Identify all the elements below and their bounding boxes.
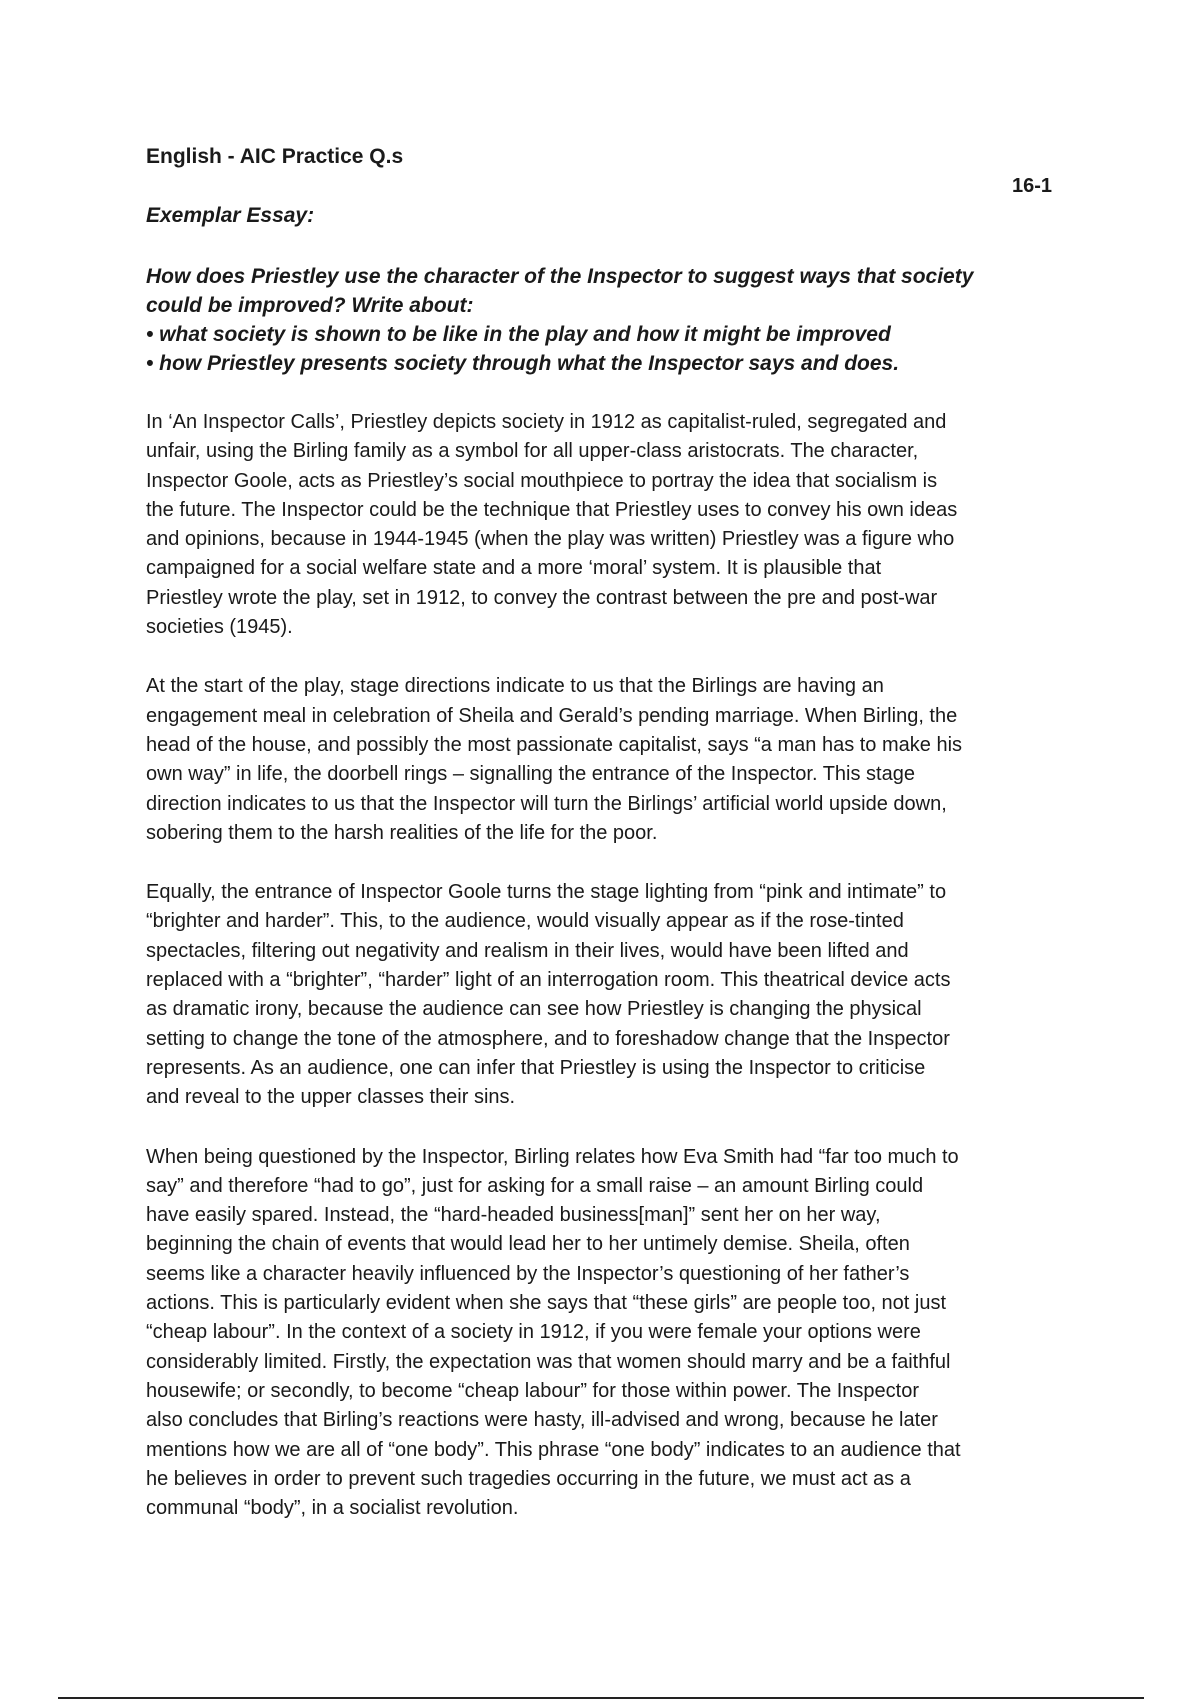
paragraph-line: “cheap labour”. In the context of a society in 1912, if you were female your options were: [146, 1321, 921, 1344]
paragraph-line: also concludes that Birling’s reactions were hasty, ill-advised and wrong, because he later: [146, 1409, 938, 1432]
paragraph-line: as dramatic irony, because the audience can see how Priestley is changing the physical: [146, 998, 922, 1021]
paragraph-line: Inspector Goole, acts as Priestley’s social mouthpiece to portray the idea that socialism is: [146, 469, 938, 492]
essay-body: [146, 408, 1066, 1553]
paragraph-line: actions. This is particularly evident when she says that “these girls” are people too, not just: [146, 1292, 947, 1315]
paragraph-line: own way” in life, the doorbell rings – signalling the entrance of the Inspector. This stage: [146, 763, 915, 786]
page-number: 16-1: [1012, 175, 1053, 197]
paragraph-line: and reveal to the upper classes their sins.: [146, 1086, 516, 1109]
paragraph-line: engagement meal in celebration of Sheila and Gerald’s pending marriage. When Birling, the: [146, 704, 958, 727]
paragraph-line: unfair, using the Birling family as a symbol for all upper-class aristocrats. The character,: [146, 440, 919, 463]
paragraph-line: head of the house, and possibly the most passionate capitalist, says “a man has to make his: [146, 733, 963, 756]
essay-paragraph: [146, 878, 1066, 1112]
paragraph-line: mentions how we are all of “one body”. This phrase “one body” indicates to an audience that: [146, 1438, 961, 1461]
paragraph-line: say” and therefore “had to go”, just for asking for a small raise – an amount Birling could: [146, 1174, 924, 1197]
paragraph-line: setting to change the tone of the atmosphere, and to foreshadow change that the Inspector: [146, 1027, 950, 1050]
essay-paragraph: [146, 672, 1066, 848]
essay-paragraph: [146, 408, 1066, 642]
footer-divider: [58, 1697, 1144, 1699]
paragraph-line: spectacles, filtering out negativity and realism in their lives, would have been lifted and: [146, 939, 909, 962]
paragraph-line: communal “body”, in a socialist revolution.: [146, 1497, 519, 1520]
question-line: could be improved? Write about:: [146, 294, 474, 317]
paragraph-line: the future. The Inspector could be the technique that Priestley uses to convey his own ideas: [146, 498, 958, 521]
question-line: • what society is shown to be like in the play and how it might be improved: [146, 323, 891, 346]
essay-paragraph: [146, 1143, 1066, 1524]
question-line: How does Priestley use the character of the Inspector to suggest ways that society: [146, 265, 974, 288]
paragraph-line: seems like a character heavily influenced by the Inspector’s questioning of her father’s: [146, 1262, 910, 1285]
paragraph-line: he believes in order to prevent such tragedies occurring in the future, we must act as a: [146, 1467, 911, 1490]
paragraph-line: campaigned for a social welfare state and a more ‘moral’ system. It is plausible that: [146, 557, 882, 580]
paragraph-line: represents. As an audience, one can infer that Priestley is using the Inspector to criticise: [146, 1056, 926, 1079]
paragraph-line: societies (1945).: [146, 616, 293, 639]
essay-question: [146, 262, 1066, 378]
paragraph-line: Equally, the entrance of Inspector Goole turns the stage lighting from “pink and intimate” to: [146, 881, 947, 904]
paragraph-line: In ‘An Inspector Calls’, Priestley depicts society in 1912 as capitalist-ruled, segregated and: [146, 411, 947, 433]
essay-subtitle: Exemplar Essay:: [146, 204, 315, 227]
paragraph-line: have easily spared. Instead, the “hard-headed business[man]” sent her on her way,: [146, 1204, 881, 1227]
paragraph-line: direction indicates to us that the Inspector will turn the Birlings’ artificial world upside down,: [146, 792, 947, 815]
paragraph-line: replaced with a “brighter”, “harder” light of an interrogation room. This theatrical device acts: [146, 969, 951, 992]
paragraph-line: When being questioned by the Inspector, Birling relates how Eva Smith had “far too much to: [146, 1145, 959, 1168]
paragraph-line: Priestley wrote the play, set in 1912, to convey the contrast between the pre and post-war: [146, 586, 938, 609]
paragraph-line: “brighter and harder”. This, to the audience, would visually appear as if the rose-tinted: [146, 910, 904, 933]
paragraph-line: beginning the chain of events that would lead her to her untimely demise. Sheila, often: [146, 1233, 910, 1256]
document-title: English - AIC Practice Q.s: [146, 145, 404, 168]
paragraph-line: housewife; or secondly, to become “cheap labour” for those within power. The Inspector: [146, 1379, 920, 1402]
paragraph-line: and opinions, because in 1944-1945 (when the play was written) Priestley was a figure who: [146, 528, 955, 551]
question-line: • how Priestley presents society through what the Inspector says and does.: [146, 352, 900, 375]
paragraph-line: At the start of the play, stage directions indicate to us that the Birlings are having an: [146, 675, 884, 698]
paragraph-line: sobering them to the harsh realities of the life for the poor.: [146, 821, 658, 844]
paragraph-line: considerably limited. Firstly, the expectation was that women should marry and be a faithful: [146, 1350, 951, 1373]
